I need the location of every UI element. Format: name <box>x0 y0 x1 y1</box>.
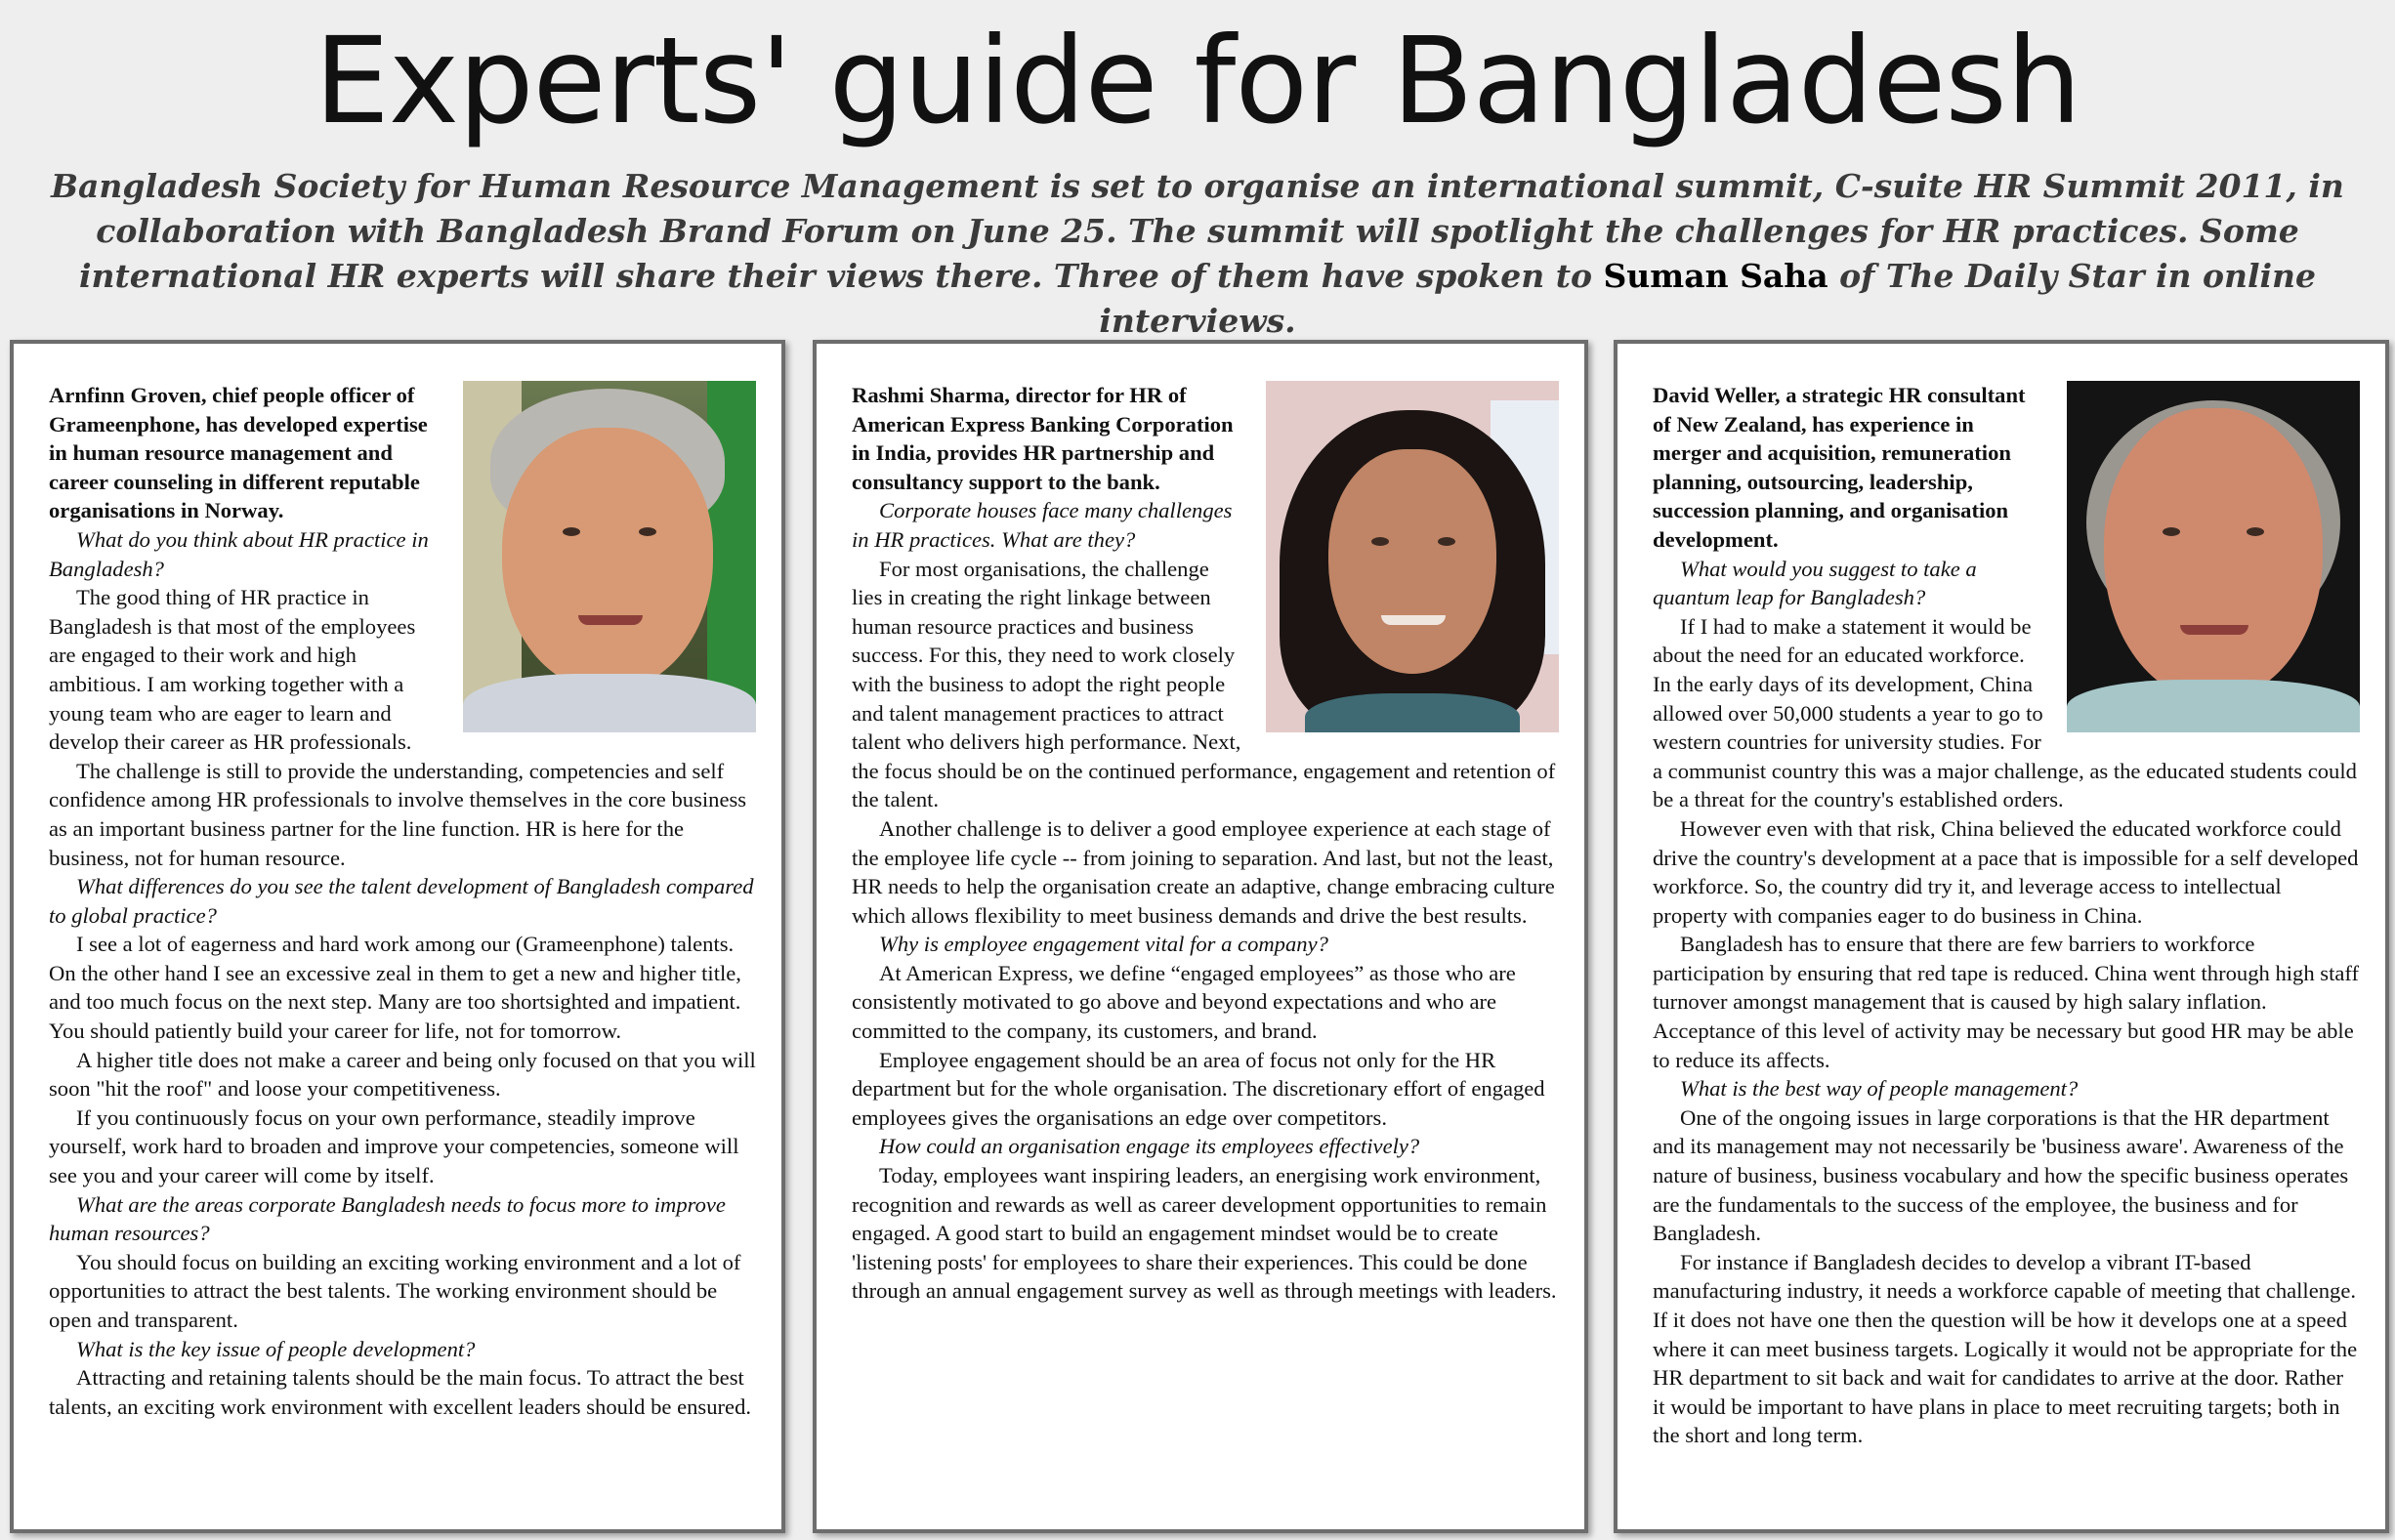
headline: Experts' guide for Bangladesh <box>314 12 2081 150</box>
lead-paragraph: David Weller, a strategic HR consultant of New Zealand, has experience in merger and acquisition, remuneration planning, outsourcing, leadership, succession planning, and organisation development. <box>1653 383 2026 552</box>
answer-paragraph: One of the ongoing issues in large corporations is that the HR department and its management may not necessarily be 'business aware'. Awareness of the nature of business, business vocabulary and how the specific business operates are the fundamentals to the success of the employee, the business and for Bangladesh. <box>1653 1104 2349 1246</box>
answer-paragraph: The good thing of HR practice in Bangladesh is that most of the employees are engaged to their work and high ambitious. I am working together with a young team who are eager to learn and develop their career as HR professionals. <box>49 585 416 755</box>
answer-paragraph: Another challenge is to deliver a good employee experience at each stage of the employee life cycle -- from joining to separation. And last, but not the least, HR needs to help the organisation create an adaptive, change embracing culture which allows flexibility to meet business demands and drive the best results. <box>852 815 1555 928</box>
intro-paragraph <box>39 164 2356 344</box>
question: What is the key issue of people development? <box>76 1336 476 1361</box>
answer-paragraph: Today, employees want inspiring leaders, an energising work environment, recognition and rewards as well as career development opportunities to remain engaged. A good start to build an engagement mindset would be to create 'listening posts' for employees to share their experiences. This could be done through an annual engagement survey as well as through meetings with leaders. <box>852 1163 1557 1304</box>
answer-paragraph: For most organisations, the challenge lies in creating the right linkage between human resource practices and business success. For this, they need to work closely with the business to adopt the right people and talent management practices to attract talent who delivers high performance. Next, the focus should be on the continued performance, engagement and retention of the talent. <box>852 556 1556 812</box>
intro-text-end: of The Daily Star in online interviews. <box>1099 257 2317 340</box>
column-content <box>852 381 1559 1306</box>
answer-paragraph: At American Express, we define “engaged employees” as those who are consistently motivated to go above and beyond expectations and who are committed to the company, its customers, and brand. <box>852 960 1516 1044</box>
answer-paragraph: You should focus on building an exciting working environment and a lot of opportunities to attract the best talents. The working environment should be open and transparent. <box>49 1249 741 1332</box>
column-content <box>1653 381 2360 1450</box>
byline: Suman Saha <box>1603 257 1828 295</box>
answer-paragraph: A higher title does not make a career and being only focused on that you will soon "hit the roof" and loose your competitiveness. <box>49 1047 756 1102</box>
question: What are the areas corporate Bangladesh needs to focus more to improve human resources? <box>49 1191 726 1246</box>
answer-paragraph: I see a lot of eagerness and hard work among our (Grameenphone) talents. On the other hand I see an excessive zeal in them to get a new and higher title, and too much focus on the next step. Many are too shortsighted and impatient. You should patiently build your career for life, not for tomorrow. <box>49 932 741 1044</box>
question: Corporate houses face many challenges in HR practices. What are they? <box>852 498 1233 552</box>
question: What is the best way of people management? <box>1680 1076 2079 1102</box>
answer-paragraph: Bangladesh has to ensure that there are few barriers to workforce participation by ensuring that red tape is reduced. China went through high staff turnover amongst management that is caused by high salary inflation. Acceptance of this level of activity may be necessary but good HR may be able to reduce its affects. <box>1653 932 2360 1072</box>
answer-paragraph: Attracting and retaining talents should be the main focus. To attract the best talents, an exciting work environment with excellent leaders should be ensured. <box>49 1365 752 1419</box>
lead-paragraph: Arnfinn Groven, chief people officer of Grameenphone, has developed expertise in human resource management and career counseling in different reputable organisations in Norway. <box>49 383 428 523</box>
lead-paragraph: Rashmi Sharma, director for HR of American Express Banking Corporation in India, provides HR partnership and consultancy support to the bank. <box>852 383 1234 494</box>
question: Why is employee engagement vital for a company? <box>879 932 1328 957</box>
answer-paragraph: The challenge is still to provide the understanding, competencies and self confidence among HR professionals to involve themselves in the core business as an important business partner for the line function. HR is here for the business, not for human resource. <box>49 758 747 870</box>
portrait-rashmi-sharma <box>1266 381 1559 732</box>
portrait-david-weller <box>2067 381 2360 732</box>
question: What would you suggest to take a quantum leap for Bangladesh? <box>1653 556 1977 610</box>
answer-paragraph: If I had to make a statement it would be about the need for an educated workforce. In the early days of its development, China allowed over 50,000 students a year to go to western countries for university studies. For a communist country this was a major challenge, as the educated students could be a threat for the country's established orders. <box>1653 613 2357 812</box>
answer-paragraph: However even with that risk, China believed the educated workforce could drive the country's development at a pace that is impossible for a self developed workforce. So, the country did try it, and leverage access to intellectual property with companies eager to do business in China. <box>1653 815 2359 928</box>
answer-paragraph: Employee engagement should be an area of focus not only for the HR department but for the whole organisation. The discretionary effort of engaged employees gives the organisations an edge over competitors. <box>852 1047 1545 1130</box>
portrait-arnfinn-groven <box>463 381 756 732</box>
question: What do you think about HR practice in Bangladesh? <box>49 526 429 581</box>
interview-column-sharma <box>813 340 1588 1533</box>
answer-paragraph: If you continuously focus on your own performance, steadily improve yourself, work hard to broaden and improve your competencies, someone will see you and your career will come by itself. <box>49 1104 739 1188</box>
column-content <box>49 381 756 1421</box>
answer-paragraph: For instance if Bangladesh decides to develop a vibrant IT-based manufacturing industry, it needs a workforce capable of meeting that challenge. If it does not have one then the question will be how it develops one at a speed where it can meet business targets. Logically it would not be appropriate for the HR department to sit back and wait for candidates to arrive at the door. Rather it would be important to have plans in place to meet recruiting targets; both in the short and long term. <box>1653 1249 2358 1448</box>
question: What differences do you see the talent development of Bangladesh compared to global practice? <box>49 874 754 928</box>
interview-column-groven <box>10 340 785 1533</box>
interview-column-weller <box>1614 340 2389 1533</box>
question: How could an organisation engage its employees effectively? <box>879 1134 1420 1159</box>
intro-text: Bangladesh Society for Human Resource Management is set to organise an international summit, C-suite HR Summit 2011, in collaboration with Bangladesh Brand Forum on June 25. The summit will spotlight the challenges for HR practices. Some international HR experts will share their views there. Three of them have spoken to <box>51 167 2344 295</box>
